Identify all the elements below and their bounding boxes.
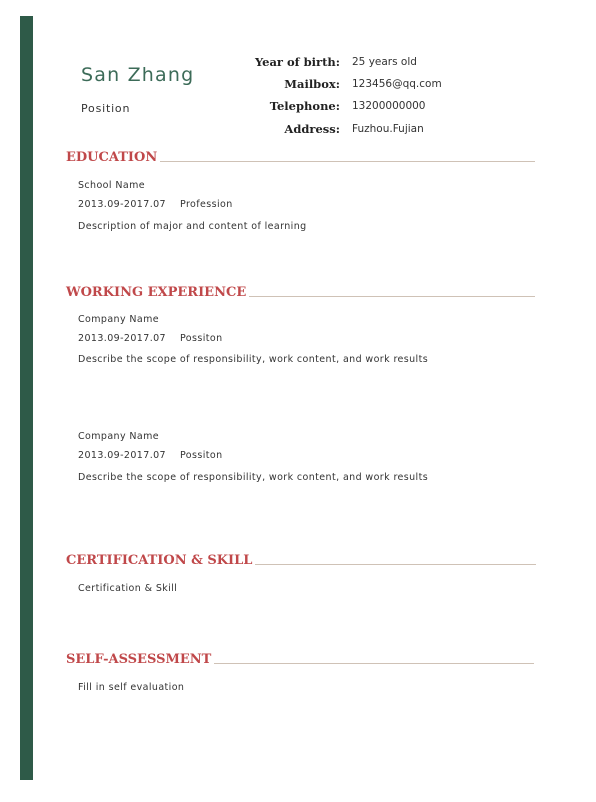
info-row-mailbox [230, 77, 530, 93]
experience-description: Describe the scope of responsibility, work content, and work results [78, 472, 429, 483]
self-assessment-heading: SELF-ASSESSMENT [66, 652, 214, 667]
experience-period: 2013.09-2017.07 [78, 333, 166, 344]
info-row-address [230, 122, 530, 138]
resume-position: Position [81, 102, 131, 115]
education-period: 2013.09-2017.07 [78, 199, 166, 210]
info-value-telephone: 13200000000 [352, 100, 426, 112]
experience-company: Company Name [78, 314, 160, 325]
info-label-mailbox: Mailbox: [284, 77, 340, 91]
sidebar-accent-bar [20, 16, 33, 780]
experience-company: Company Name [78, 431, 160, 442]
experience-heading: WORKING EXPERIENCE [66, 285, 249, 300]
certification-text: Certification & Skill [78, 583, 178, 594]
experience-position: Possiton [180, 333, 223, 344]
experience-position: Possiton [180, 450, 223, 461]
education-school: School Name [78, 180, 145, 191]
info-value-address: Fuzhou.Fujian [352, 123, 424, 135]
self-assessment-text: Fill in self evaluation [78, 682, 185, 693]
info-label-telephone: Telephone: [269, 99, 340, 113]
info-value-mailbox: 123456@qq.com [352, 78, 442, 90]
resume-name: San Zhang [81, 64, 195, 86]
education-profession: Profession [180, 199, 233, 210]
education-heading: EDUCATION [66, 150, 160, 165]
info-row-birth [230, 55, 530, 71]
info-label-birth: Year of birth: [254, 55, 340, 69]
experience-period: 2013.09-2017.07 [78, 450, 166, 461]
info-row-telephone [230, 99, 530, 115]
certification-heading: CERTIFICATION & SKILL [66, 553, 255, 568]
info-label-address: Address: [284, 122, 340, 136]
education-description: Description of major and content of learning [78, 221, 307, 232]
experience-description: Describe the scope of responsibility, work content, and work results [78, 354, 429, 365]
info-value-birth: 25 years old [352, 56, 417, 68]
